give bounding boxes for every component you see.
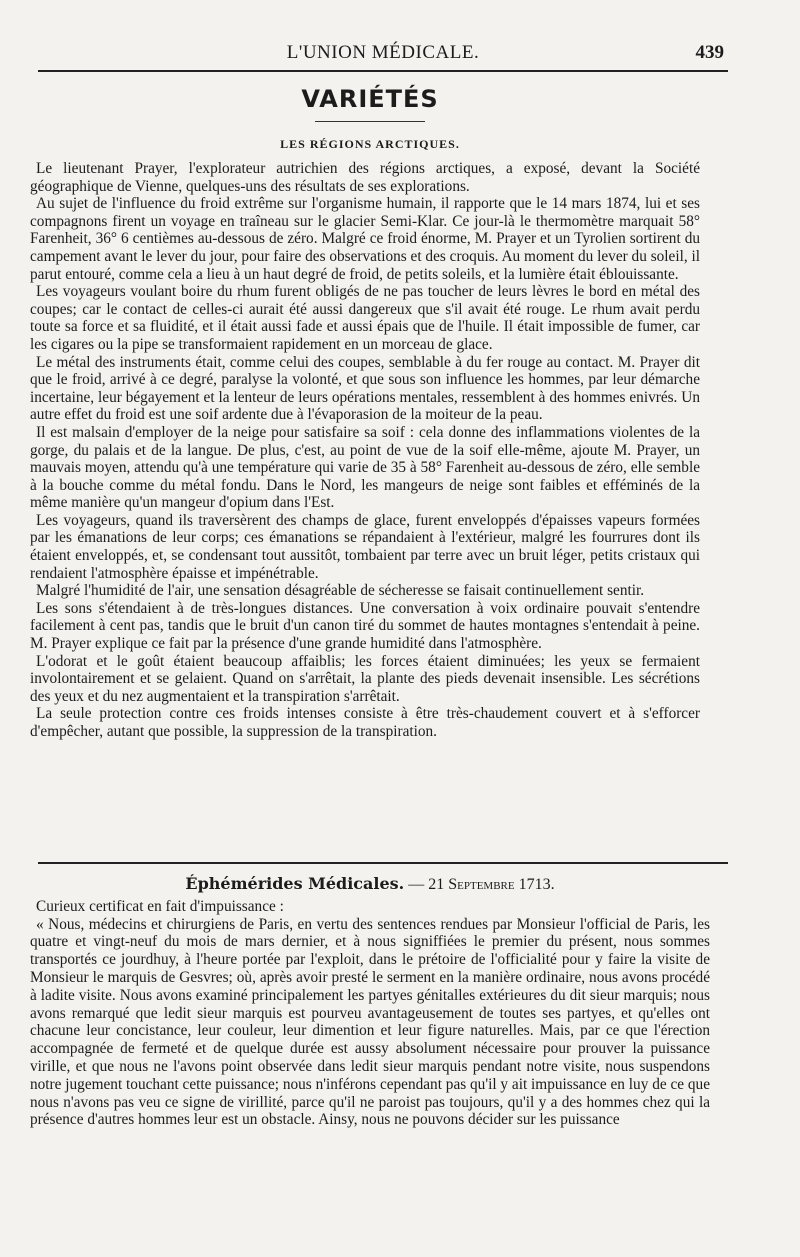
ephemerides-section xyxy=(30,875,710,1129)
article-subtitle: LES RÉGIONS ARCTIQUES. xyxy=(280,137,460,151)
ephemerides-intro: Curieux certificat en fait d'impuissance : xyxy=(36,897,284,915)
article-body xyxy=(30,160,700,741)
ephemerides-quote: « Nous, médecins et chirurgiens de Paris, en vertu des sentences rendues par Monsieur l'official de Paris, les quatre et vingt-neuf du mois de mars dernier, et à nous signiffiées le premier du présent, nous sommes transportés ce jourdhuy, à l'heure portée par l'exploit, dans le prétoire de l'officialité pour y faire la visite de Monsieur le marquis de Gesvres; où, après avoir presté le serment en la manière ordinaire, nous avons procédé à ladite visite. Nous avons examiné principalement les partyes génitalles extérieures du dit sieur marquis; nous avons remarqué que ledit sieur marquis est pourveu avantageusement de toutes ses partyes, et qu'elles ont chacune leur concistance, leur couleur, leur dimention et leur figure naturelles. Mais, par ce que l'érection accompagnée de fermeté et de quelque durée est aussy absolument nécessaire pour prouver la puissance virille, et que nous ne l'avons point observée dans ledit sieur marquis pendant notre visite, nous suspendons notre jugement touchant cette puissance; nous n'inférons cependant pas qu'il y ait impuissance en luy de ce que nous n'avons pas veu ce signe de virillité, parce qu'il ne paroist pas toujours, qu'il y a des hommes chez qui la présence d'autres hommes leur est un obstacle. Ainsy, nous ne pouvons décider sur les puissance xyxy=(30,915,710,1129)
paragraph: Au sujet de l'influence du froid extrême sur l'organisme humain, il rapporte que le 14 mars 1874, lui et ses compagnons firent un voyage en traîneau sur le glacier Semi-Klar. Ce jour-là le thermomètre marquait 58° Farenheit, 36° 6 centièmes au-dessous de zéro. Malgré ce froid énorme, M. Prayer et un Tyrolien sortirent du campement avant le lever du jour, pour faire des observations et des croquis. Au moment du lever du soleil, il parut entouré, comme cela a lieu à un haut degré de froid, de petits soleils, et la lumière était éblouissante. xyxy=(30,195,700,283)
section-title: VARIÉTÉS xyxy=(301,85,439,113)
paragraph: Les voyageurs, quand ils traversèrent des champs de glace, furent enveloppés d'épaisses vapeurs formées par les émanations de leur corps; ces émanations se répandaient à l'extérieur, malgré les fourrures dont ils étaient enveloppés, et, se condensant tout aussitôt, tombaient par terre avec un bruit léger, petits cristaux qui rendaient l'atmosphère épaisse et impénétrable. xyxy=(30,511,700,582)
paragraph: Les voyageurs voulant boire du rhum furent obligés de ne pas toucher de leurs lèvres le bord en métal des coupes; car le contact de celles-ci aurait été aussi dangereux que s'il avait été rouge. Le rhum avait perdu toute sa force et sa fluidité, et il était aussi fade et aussi épais que de l'huile. Il était impossible de fumer, car les cigares ou la pipe se transformaient rapidement en un morceau de glace. xyxy=(30,283,700,353)
running-header xyxy=(38,38,728,72)
page-number: 439 xyxy=(695,42,724,63)
paragraph: Malgré l'humidité de l'air, une sensation désagréable de sécheresse se faisait continuellement sentir. xyxy=(36,582,645,600)
section-divider xyxy=(38,862,728,864)
ephemerides-date: 21 Septembre 1713. xyxy=(428,876,555,893)
journal-title: L'UNION MÉDICALE. xyxy=(286,42,480,63)
paragraph: Les sons s'étendaient à de très-longues distances. Une conversation à voix ordinaire pouvait s'entendre facilement à cent pas, tandis que le bruit d'un canon tiré du sommet de hautes montagnes s'entendait à peine. M. Prayer explique ce fait par la présence d'une grande humidité dans l'atmosphère. xyxy=(30,599,700,653)
ephemerides-title: Éphémérides Médicales. xyxy=(185,874,405,893)
paragraph: La seule protection contre ces froids intenses consiste à être très-chaudement couvert et à s'efforcer d'empêcher, autant que possible, la suppression de la transpiration. xyxy=(30,705,700,740)
paragraph: Il est malsain d'employer de la neige pour satisfaire sa soif : cela donne des inflammations violentes de la gorge, du palais et de la langue. De plus, c'est, au point de vue de la soif elle-même, ajoute M. Prayer, un mauvais moyen, attendu qu'à une température qui varie de 35 à 58° Farenheit au-dessous de zéro, elle semble à la bouche comme du métal fondu. Dans le Nord, les mangeurs de neige sont faibles et efféminés de la même manière qu'un mangeur d'opium dans l'Est. xyxy=(30,423,700,512)
section-rule xyxy=(315,121,425,122)
heading-separator: — xyxy=(408,876,425,893)
paragraph: L'odorat et le goût étaient beaucoup affaiblis; les forces étaient diminuées; les yeux se fermaient involontairement et se gelaient. Quand on s'arrêtait, la plante des pieds devenait insensible. Les sécrétions des yeux et du nez augmentaient et la transpiration s'arrêtait. xyxy=(30,652,700,705)
paragraph: Le lieutenant Prayer, l'explorateur autrichien des régions arctiques, a exposé, devant la Société géographique de Vienne, quelques-uns des résultats de ses explorations. xyxy=(30,160,700,195)
paragraph: Le métal des instruments était, comme celui des coupes, semblable à du fer rouge au contact. M. Prayer dit que le froid, arrivé à ce degré, paralyse la volonté, et que sous son influence les hommes, par leur démarche incertaine, leur bégayement et la lenteur de leurs opérations mentales, ressemblent à des hommes enivrés. Un autre effet du froid est une soif ardente due à l'évaporasion de la moiteur de la peau. xyxy=(30,353,700,424)
ephemerides-heading xyxy=(30,875,710,894)
